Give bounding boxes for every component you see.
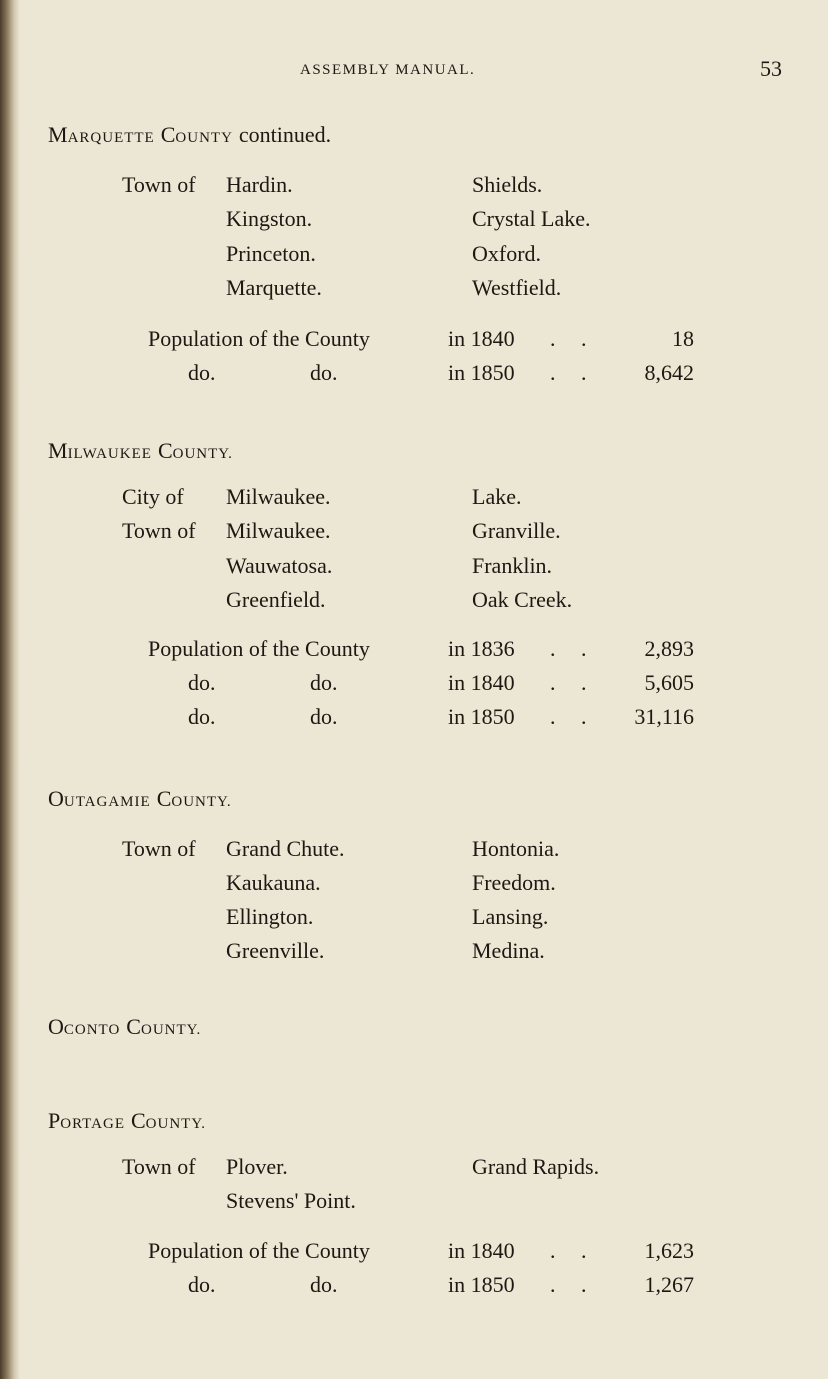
- town-name: Granville.: [472, 518, 561, 543]
- town-name: Medina.: [472, 938, 545, 963]
- ditto-mark: do.: [188, 1272, 216, 1297]
- population-row: [148, 704, 694, 734]
- town-prefix: City of: [122, 484, 184, 509]
- town-name: Shields.: [472, 172, 543, 197]
- town-prefix: Town of: [122, 172, 196, 197]
- town-name: Princeton.: [226, 241, 316, 266]
- ditto-mark: do.: [188, 360, 216, 385]
- population-row: [148, 1238, 694, 1268]
- ditto-mark: do.: [310, 670, 338, 695]
- leader-dots: . .: [550, 704, 597, 729]
- town-name: Freedom.: [472, 870, 556, 895]
- town-name: Milwaukee.: [226, 518, 331, 543]
- section-heading-portage: PORTAGE COUNTY.: [48, 1108, 206, 1133]
- population-year: in 1840: [448, 670, 515, 695]
- town-name: Hardin.: [226, 172, 293, 197]
- population-value: 31,116: [634, 704, 694, 729]
- population-value: 1,267: [644, 1272, 694, 1297]
- town-prefix: Town of: [122, 518, 196, 543]
- ditto-mark: do.: [188, 670, 216, 695]
- ditto-mark: do.: [310, 360, 338, 385]
- town-name: Greenfield.: [226, 587, 326, 612]
- book-page: [20, 0, 828, 1379]
- population-year: in 1840: [448, 326, 515, 351]
- population-value: 2,893: [644, 636, 694, 661]
- town-name: Hontonia.: [472, 836, 560, 861]
- section-heading-milwaukee: MILWAUKEE COUNTY.: [48, 438, 233, 463]
- ditto-mark: do.: [188, 704, 216, 729]
- section-heading-oconto: OCONTO COUNTY.: [48, 1014, 202, 1039]
- town-name: Greenville.: [226, 938, 325, 963]
- population-label: Population of the County: [148, 636, 370, 661]
- town-name: Grand Chute.: [226, 836, 345, 861]
- population-row: [148, 636, 694, 666]
- town-name: Plover.: [226, 1154, 288, 1179]
- population-value: 1,623: [644, 1238, 694, 1263]
- running-header: ASSEMBLY MANUAL.: [300, 62, 476, 78]
- population-label: Population of the County: [148, 326, 370, 351]
- section-heading-outagamie: OUTAGAMIE COUNTY.: [48, 786, 232, 811]
- leader-dots: . .: [550, 360, 597, 385]
- town-name: Grand Rapids.: [472, 1154, 600, 1179]
- population-year: in 1850: [448, 360, 515, 385]
- town-name: Stevens' Point.: [226, 1188, 356, 1213]
- leader-dots: . .: [550, 326, 597, 351]
- population-value: 18: [672, 326, 694, 351]
- town-name: Ellington.: [226, 904, 314, 929]
- population-row: [148, 360, 694, 390]
- population-year: in 1850: [448, 1272, 515, 1297]
- leader-dots: . .: [550, 1238, 597, 1263]
- town-name: Lake.: [472, 484, 522, 509]
- town-name: Oak Creek.: [472, 587, 573, 612]
- population-year: in 1836: [448, 636, 515, 661]
- ditto-mark: do.: [310, 704, 338, 729]
- population-year: in 1840: [448, 1238, 515, 1263]
- leader-dots: . .: [550, 1272, 597, 1297]
- town-name: Kaukauna.: [226, 870, 321, 895]
- town-name: Crystal Lake.: [472, 206, 591, 231]
- ditto-mark: do.: [310, 1272, 338, 1297]
- population-row: [148, 326, 694, 356]
- page-number: 53: [760, 56, 782, 81]
- town-name: Wauwatosa.: [226, 553, 333, 578]
- population-row: [148, 1272, 694, 1302]
- town-name: Milwaukee.: [226, 484, 331, 509]
- town-prefix: Town of: [122, 1154, 196, 1179]
- population-year: in 1850: [448, 704, 515, 729]
- town-name: Franklin.: [472, 553, 553, 578]
- population-label: Population of the County: [148, 1238, 370, 1263]
- town-name: Westfield.: [472, 275, 562, 300]
- town-name: Oxford.: [472, 241, 542, 266]
- town-name: Marquette.: [226, 275, 322, 300]
- leader-dots: . .: [550, 636, 597, 661]
- town-prefix: Town of: [122, 836, 196, 861]
- section-heading-marquette: MARQUETTE COUNTY continued.: [48, 122, 332, 147]
- town-name: Kingston.: [226, 206, 313, 231]
- population-value: 8,642: [644, 360, 694, 385]
- book-spine-shadow: [0, 0, 20, 1379]
- leader-dots: . .: [550, 670, 597, 695]
- population-row: [148, 670, 694, 700]
- town-name: Lansing.: [472, 904, 549, 929]
- population-value: 5,605: [644, 670, 694, 695]
